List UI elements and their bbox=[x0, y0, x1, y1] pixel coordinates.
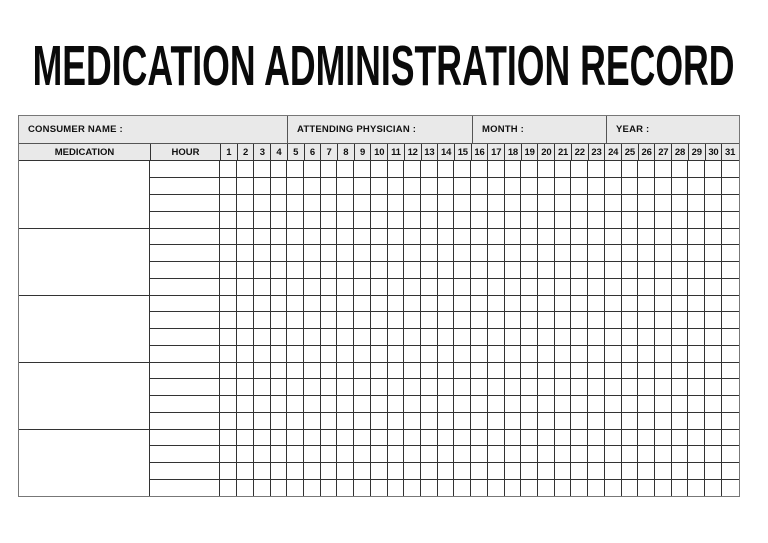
medication-name-cell[interactable] bbox=[19, 295, 149, 362]
administration-grid bbox=[19, 161, 739, 496]
hour-cell[interactable] bbox=[150, 211, 220, 228]
day-column-header: 10 bbox=[370, 144, 387, 160]
hour-row-divider bbox=[150, 261, 739, 262]
hour-cell[interactable] bbox=[150, 396, 220, 413]
day-column-header: 9 bbox=[354, 144, 371, 160]
medication-name-cell[interactable] bbox=[19, 429, 149, 496]
day-column-header: 13 bbox=[421, 144, 438, 160]
day-column-header: 14 bbox=[437, 144, 454, 160]
hour-cell[interactable] bbox=[150, 329, 220, 346]
hour-row-divider bbox=[150, 412, 739, 413]
hour-cell[interactable] bbox=[150, 463, 220, 480]
medication-group-divider bbox=[19, 295, 739, 296]
consumer-name-label: CONSUMER NAME : bbox=[28, 124, 123, 135]
hour-cell[interactable] bbox=[150, 228, 220, 245]
medication-name-cell[interactable] bbox=[19, 228, 149, 295]
hour-cell[interactable] bbox=[150, 446, 220, 463]
hour-cell[interactable] bbox=[150, 161, 220, 178]
hour-cell[interactable] bbox=[150, 245, 220, 262]
year-label: YEAR : bbox=[616, 124, 650, 135]
day-column-header: 11 bbox=[387, 144, 404, 160]
day-column-header: 8 bbox=[337, 144, 354, 160]
hour-cell[interactable] bbox=[150, 312, 220, 329]
day-column-header: 28 bbox=[671, 144, 688, 160]
hour-cell[interactable] bbox=[150, 362, 220, 379]
medication-column-header: MEDICATION bbox=[54, 146, 115, 158]
hour-cell[interactable] bbox=[150, 195, 220, 212]
hour-cell[interactable] bbox=[150, 345, 220, 362]
day-column-header: 5 bbox=[287, 144, 304, 160]
day-column-header: 2 bbox=[237, 144, 254, 160]
medication-group-divider bbox=[19, 362, 739, 363]
medication-name-cell[interactable] bbox=[19, 362, 149, 429]
title-container bbox=[0, 33, 768, 98]
hour-row-divider bbox=[150, 278, 739, 279]
day-column-header: 20 bbox=[537, 144, 554, 160]
day-column-header: 27 bbox=[654, 144, 671, 160]
day-column-header: 21 bbox=[554, 144, 571, 160]
medication-group-divider bbox=[19, 228, 739, 229]
year-field[interactable] bbox=[606, 116, 739, 143]
record-info-header bbox=[19, 116, 739, 144]
hour-row-divider bbox=[150, 479, 739, 480]
hour-row-divider bbox=[150, 345, 739, 346]
hour-cell[interactable] bbox=[150, 379, 220, 396]
hour-cell[interactable] bbox=[150, 479, 220, 496]
hour-cell[interactable] bbox=[150, 278, 220, 295]
hour-row-divider bbox=[150, 395, 739, 396]
day-column-header: 18 bbox=[504, 144, 521, 160]
day-column-header: 3 bbox=[253, 144, 270, 160]
page-title: MEDICATION ADMINISTRATION RECORD bbox=[33, 33, 735, 98]
hour-cell[interactable] bbox=[150, 262, 220, 279]
day-column-header: 26 bbox=[638, 144, 655, 160]
attending-physician-label: ATTENDING PHYSICIAN : bbox=[297, 124, 417, 135]
hour-row-divider bbox=[150, 378, 739, 379]
hour-cell[interactable] bbox=[150, 429, 220, 446]
attending-physician-field[interactable] bbox=[287, 116, 472, 143]
day-column-header: 1 bbox=[220, 144, 237, 160]
hour-row-divider bbox=[150, 445, 739, 446]
day-column-header: 29 bbox=[688, 144, 705, 160]
day-column-header: 6 bbox=[304, 144, 321, 160]
hour-row-divider bbox=[150, 328, 739, 329]
hour-cell[interactable] bbox=[150, 295, 220, 312]
hour-row-divider bbox=[150, 462, 739, 463]
day-column-header: 7 bbox=[320, 144, 337, 160]
medication-group-divider bbox=[19, 429, 739, 430]
day-column-header: 19 bbox=[521, 144, 538, 160]
hour-cell[interactable] bbox=[150, 178, 220, 195]
day-column-header: 15 bbox=[454, 144, 471, 160]
day-column-header: 4 bbox=[270, 144, 287, 160]
medication-name-cell[interactable] bbox=[19, 161, 149, 228]
day-column-header: 31 bbox=[721, 144, 738, 160]
hour-row-divider bbox=[150, 194, 739, 195]
day-column-header: 23 bbox=[588, 144, 605, 160]
consumer-name-field[interactable] bbox=[19, 116, 287, 143]
hour-row-divider bbox=[150, 177, 739, 178]
month-field[interactable] bbox=[472, 116, 606, 143]
hour-row-divider bbox=[150, 211, 739, 212]
day-column-header: 12 bbox=[404, 144, 421, 160]
day-column-header: 16 bbox=[471, 144, 488, 160]
hour-column-header: HOUR bbox=[150, 144, 220, 160]
day-column-header: 25 bbox=[621, 144, 638, 160]
hour-row-divider bbox=[150, 244, 739, 245]
column-header-row bbox=[19, 144, 739, 161]
hour-row-divider bbox=[150, 311, 739, 312]
medication-record-form bbox=[18, 115, 740, 497]
day-column-header: 24 bbox=[604, 144, 621, 160]
day-column-header: 22 bbox=[571, 144, 588, 160]
hour-cell[interactable] bbox=[150, 412, 220, 429]
day-column-header: 17 bbox=[487, 144, 504, 160]
day-column-header: 30 bbox=[705, 144, 722, 160]
month-label: MONTH : bbox=[482, 124, 525, 135]
